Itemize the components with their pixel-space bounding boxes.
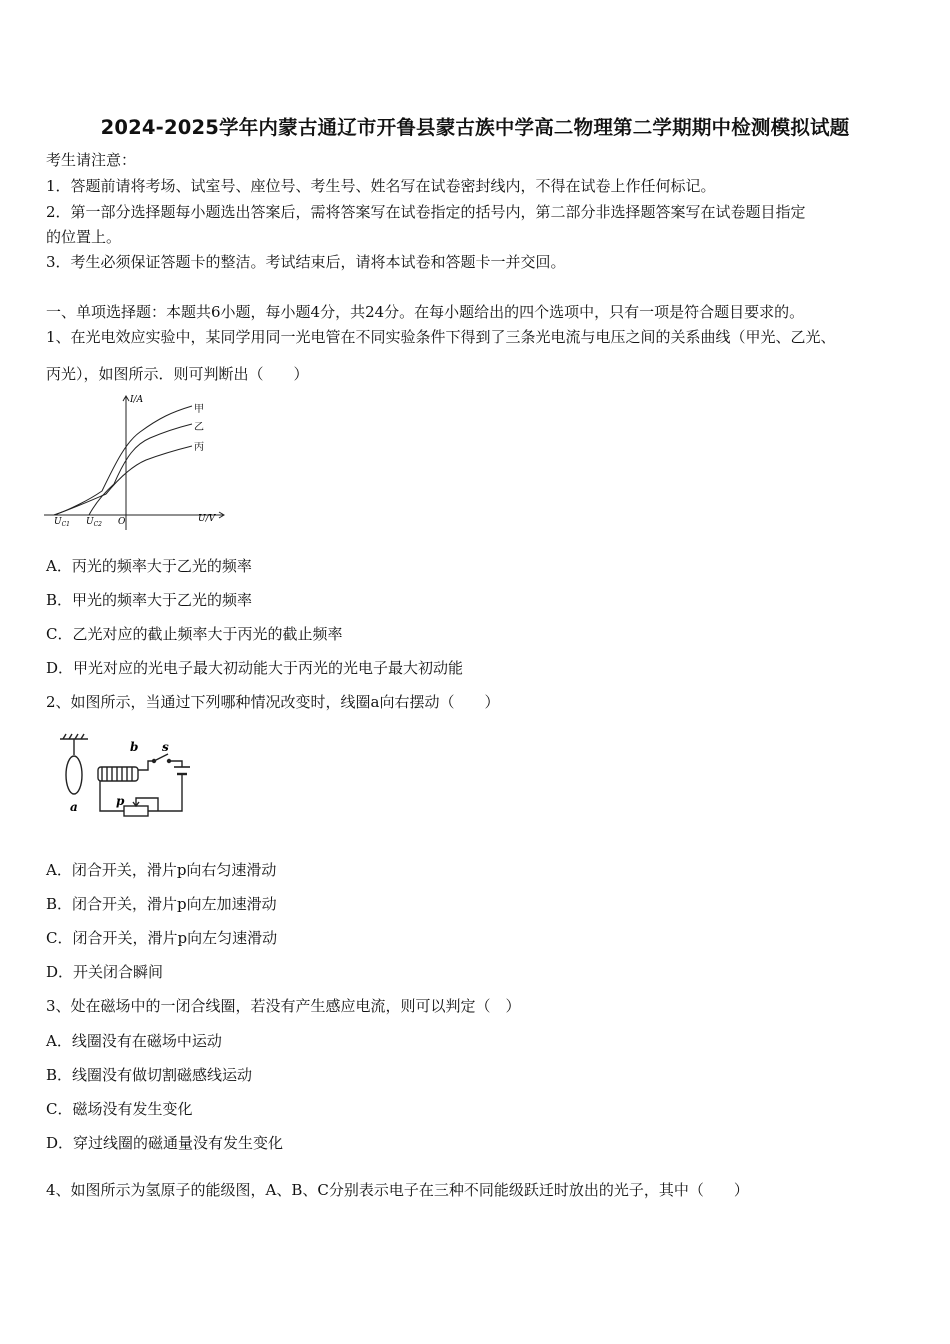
exam-title: 2024-2025学年内蒙古通辽市开鲁县蒙古族中学高二物理第二学期期中检测模拟试题 [100,116,850,139]
curve-label-bing: 丙 [194,442,204,453]
notice-item: 1．答题前请将考场、试室号、座位号、考生号、姓名写在试卷密封线内，不得在试卷上作任何标记。 [46,177,716,195]
q2-option-c: C．闭合开关，滑片p向左匀速滑动 [46,929,278,947]
q1-option-b: B．甲光的频率大于乙光的频率 [46,591,253,609]
label-b: b [130,740,139,754]
curve-yi [89,424,192,515]
label-s: s [162,740,169,754]
q2-stem: 2、如图所示，当通过下列哪种情况改变时，线圈a向右摆动（ ） [46,693,500,711]
rheostat-body [124,806,148,816]
q1-option-c: C．乙光对应的截止频率大于丙光的截止频率 [46,625,343,643]
uc1-label: $U_{C1}$ [54,517,71,528]
curve-label-jia: 甲 [194,404,204,415]
x-axis-label: U/V [198,514,216,524]
q2-option-a: A．闭合开关，滑片p向右匀速滑动 [46,861,277,879]
notice-item: 2．第一部分选择题每小题选出答案后，需将答案写在试卷指定的括号内，第二部分非选择题答案写在试卷题目指定 [46,203,806,221]
q4-stem: 4、如图所示为氢原子的能级图，A、B、C分别表示电子在三种不同能级跃迁时放出的光子，其中（ ） [46,1181,749,1199]
q3-option-c: C．磁场没有发生变化 [46,1100,193,1118]
label-p: p [116,794,125,808]
y-axis-label: I/A [130,395,144,405]
curve-jia [54,406,192,515]
wire-right [148,774,182,811]
notice-item: 3．考生必须保证答题卡的整洁。考试结束后，请将本试卷和答题卡一并交回。 [46,253,566,271]
q1-stem-line1: 1、在光电效应实验中，某同学用同一光电管在不同实验条件下得到了三条光电流与电压之间的关系曲线（甲光、乙光、 [46,328,836,346]
notice-item: 的位置上。 [46,228,122,246]
solenoid-windings [102,767,132,781]
q2-circuit-figure [56,733,201,823]
q2-option-d: D．开关闭合瞬间 [46,963,164,981]
q1-iv-graph [44,390,234,532]
q3-option-a: A．线圈没有在磁场中运动 [46,1032,222,1050]
q1-stem-line2: 丙光），如图所示．则可判断出（ ） [46,365,309,383]
q3-stem: 3、处在磁场中的一闭合线圈，若没有产生感应电流，则可以判定（ ） [46,997,521,1015]
rheostat-slider-wire [136,798,158,811]
curve-label-yi: 乙 [194,422,204,433]
q1-option-a: A．丙光的频率大于乙光的频率 [46,557,252,575]
switch-s-blade [154,754,168,761]
curve-bing [54,446,192,515]
notice-heading: 考生请注意： [46,151,137,169]
q1-option-d: D．甲光对应的光电子最大初动能大于丙光的光电子最大初动能 [46,659,464,677]
label-a: a [70,800,78,814]
coil-ring-a [66,756,82,794]
section-heading: 一、单项选择题：本题共6小题，每小题4分，共24分。在每小题给出的四个选项中，只有一项是符合题目要求的。 [46,303,805,321]
q3-option-b: B．线圈没有做切割磁感线运动 [46,1066,253,1084]
uc2-label: $U_{C2}$ [86,517,103,528]
q2-option-b: B．闭合开关，滑片p向左加速滑动 [46,895,277,913]
origin-label: O [118,517,126,527]
wire-top-left [138,761,154,770]
q3-option-d: D．穿过线圈的磁通量没有发生变化 [46,1134,284,1152]
